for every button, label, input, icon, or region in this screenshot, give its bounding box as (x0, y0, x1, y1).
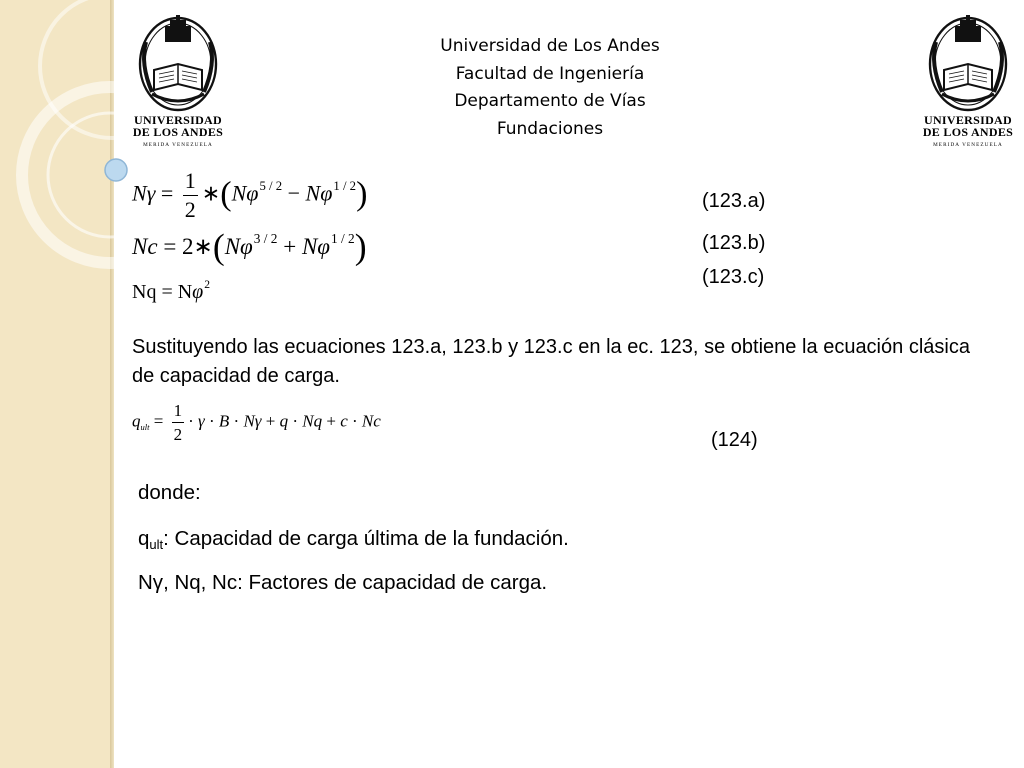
factors-definition-text: , Nq, Nc: Factores de capacidad de carga. (163, 571, 548, 594)
equation-123b: $Nc = 2∗(N\varphi^{3 / 2} + N\varphi^{1 / 2})$ (132, 226, 367, 267)
svg-text:UNIVERSIDAD: UNIVERSIDAD (924, 113, 1012, 127)
definitions-intro: donde: (138, 481, 201, 504)
decorative-circles (0, 0, 140, 768)
equation-label-123c: (123.c) (702, 266, 765, 288)
equation-123a: Nγ = $\frac{1}{2}$ $∗(N\varphi^{5 / 2} - N\varphi^{1 / 2})$ (132, 168, 368, 222)
svg-text:MERIDA VENEZUELA: MERIDA VENEZUELA (933, 142, 1003, 148)
qult-symbol: q (138, 527, 150, 550)
definition-factors (138, 571, 547, 595)
svg-text:DE LOS ANDES: DE LOS ANDES (922, 125, 1014, 139)
university-seal-icon (930, 15, 1006, 110)
header-faculty: Facultad de Ingeniería (455, 63, 645, 84)
svg-text:MERIDA VENEZUELA: MERIDA VENEZUELA (143, 142, 213, 148)
svg-text:DE LOS ANDES: DE LOS ANDES (132, 125, 224, 139)
definition-qult (138, 527, 569, 552)
blue-bullet-icon (105, 159, 127, 181)
equation-label-123b: (123.b) (702, 232, 766, 254)
university-logo-right (922, 12, 1014, 152)
university-seal-icon (140, 15, 216, 110)
equation-124: $q_{ult}$ = $\frac{1}{2}$ · γ · B · Nγ + q · Nq + c · Nc (132, 401, 381, 444)
factors-symbol: Nγ (138, 571, 164, 594)
header-university: Universidad de Los Andes (440, 36, 660, 56)
equation-123c: $Nq = N\varphi^2$ (132, 278, 211, 303)
svg-text:UNIVERSIDAD: UNIVERSIDAD (134, 113, 222, 127)
equation-label-123a: (123.a) (702, 190, 766, 212)
qult-definition-text: : Capacidad de carga última de la fundación. (163, 527, 569, 550)
equation-label-124: (124) (711, 429, 758, 451)
body-paragraph: Sustituyendo las ecuaciones 123.a, 123.b y 123.c en la ec. 123, se obtiene la ecuación clásica de capacidad de carga. (132, 336, 970, 387)
qult-subscript: ult (149, 537, 164, 552)
university-logo-left (132, 12, 224, 152)
header-department: Departamento de Vías (454, 91, 646, 111)
header-course: Fundaciones (496, 118, 604, 139)
slide-header (390, 33, 710, 143)
